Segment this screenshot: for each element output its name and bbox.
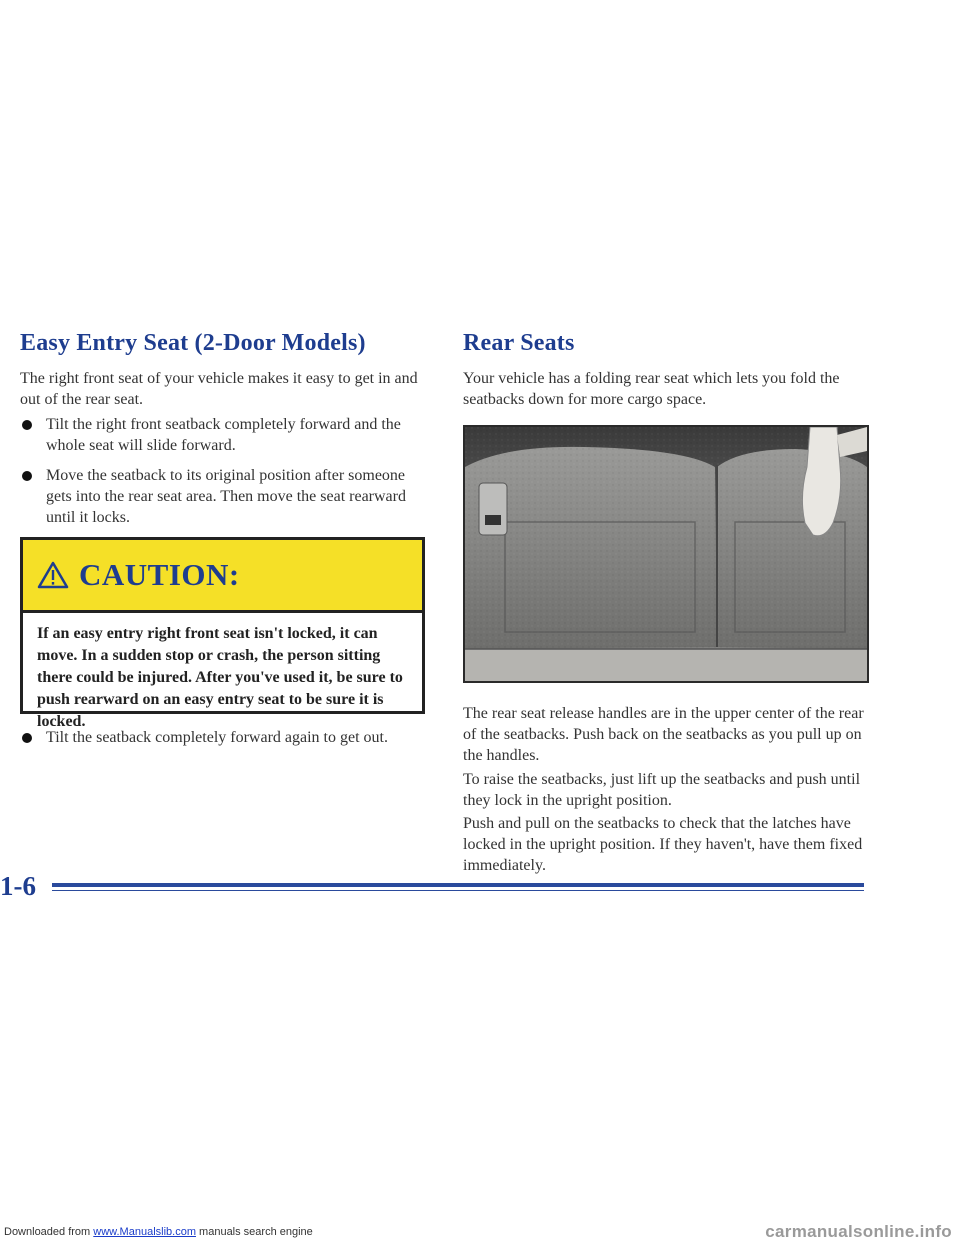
easy-entry-intro: The right front seat of your vehicle makes it easy to get in and out of the rear seat. (20, 370, 418, 408)
footer-rule (52, 883, 864, 895)
rear-seat-illustration (465, 427, 867, 681)
section-title-easy-entry-seat: Easy Entry Seat (2-Door Models) (20, 330, 366, 356)
caution-box (20, 537, 425, 730)
bullet-text: Tilt the right front seatback completely forward and the whole seat will slide forward. (46, 416, 401, 454)
release-handles-text: The rear seat release handles are in the upper center of the rear of the seatbacks. Push back on the seatbacks as you pull up on the handles. (463, 705, 864, 764)
bullet-text: Tilt the seatback completely forward again to get out. (46, 729, 388, 746)
download-suffix: manuals search engine (199, 1226, 313, 1238)
download-credit (4, 1226, 313, 1238)
bullet-text: Move the seatback to its original position after someone gets into the rear seat area. Then move the seat rearward until it locks. (46, 467, 406, 526)
page-number: 1-6 (0, 871, 36, 901)
rear-seatback-photo (463, 425, 869, 683)
bullet-dot (22, 420, 32, 430)
caution-heading: CAUTION: (79, 557, 240, 592)
raise-seatbacks-text: To raise the seatbacks, just lift up the seatbacks and push until they lock in the upright position. (463, 771, 861, 809)
bullet-item (20, 465, 430, 528)
section-title-rear-seats: Rear Seats (463, 330, 575, 356)
warning-triangle-icon (37, 561, 69, 589)
download-prefix: Downloaded from (4, 1226, 91, 1238)
caution-header (23, 540, 422, 613)
bullet-dot (22, 733, 32, 743)
bullet-dot (22, 471, 32, 481)
watermark-text: carmanualsonline.info (765, 1222, 952, 1241)
check-latches-text: Push and pull on the seatbacks to check that the latches have locked in the upright position. If they haven't, have them fixed immediately. (463, 815, 863, 874)
manualslib-link[interactable]: www.Manualslib.com (93, 1226, 196, 1238)
rear-seats-intro: Your vehicle has a folding rear seat which lets you fold the seatbacks down for more cargo space. (463, 370, 840, 408)
caution-text: If an easy entry right front seat isn't locked, it can move. In a sudden stop or crash, the person sitting there could be injured. After you've used it, be sure to push rearward on an easy entry seat to be sure it is locked. (37, 625, 403, 730)
bullet-item (20, 414, 430, 456)
bullet-item (20, 727, 430, 748)
